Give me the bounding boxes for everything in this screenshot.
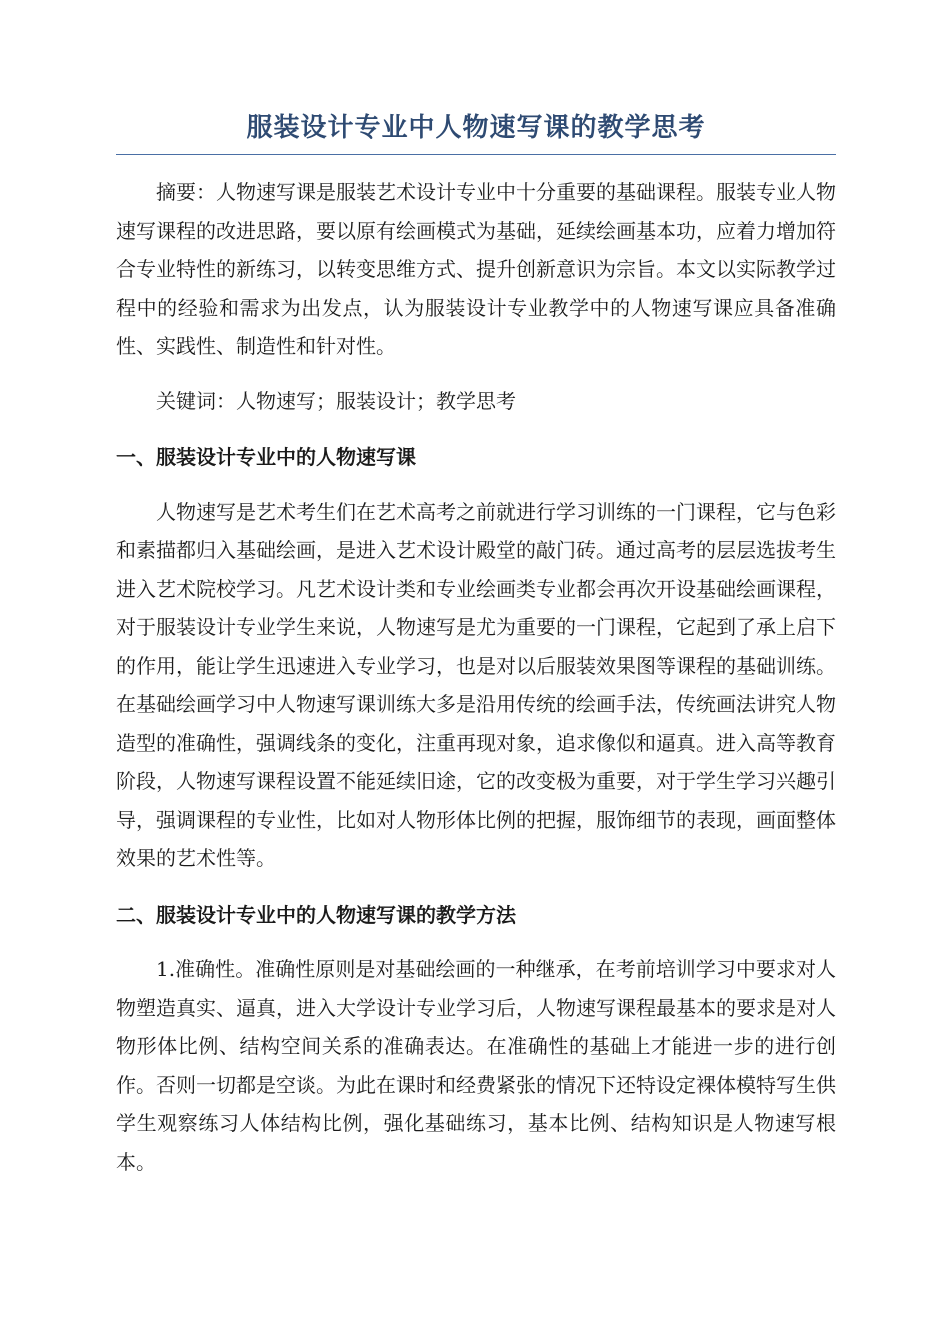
section-heading-2: 二、服装设计专业中的人物速写课的教学方法 <box>116 902 516 927</box>
section-body-1: 人物速写是艺术考生们在艺术高考之前就进行学习训练的一门课程，它与色彩和素描都归入基础绘画，是进入艺术设计殿堂的敲门砖。通过高考的层层选拔考生进入艺术院校学习。凡艺术设计类和专业绘画类专业都会再次开设基础绘画课程，对于服装设计专业学生来说，人物速写是尤为重要的一门课程，它起到了承上启下的作用，能让学生迅速进入专业学习，也是对以后服装效果图等课程的基础训练。在基础绘画学习中人物速写课训练大多是沿用传统的绘画手法，传统画法讲究人物造型的准确性，强调线条的变化，注重再现对象，追求像似和逼真。进入高等教育阶段，人物速写课程设置不能延续旧途，它的改变极为重要，对于学生学习兴趣引导，强调课程的专业性，比如对人物形体比例的把握，服饰细节的表现，画面整体效果的艺术性等。 <box>116 499 836 870</box>
section-heading-1: 一、服装设计专业中的人物速写课 <box>116 445 416 469</box>
document-title: 服装设计专业中人物速写课的教学思考 <box>116 108 836 155</box>
keywords-line: 关键词：人物速写；服装设计；教学思考 <box>156 388 516 413</box>
abstract-paragraph: 摘要：人物速写课是服装艺术设计专业中十分重要的基础课程。服装专业人物速写课程的改进思路，要以原有绘画模式为基础，延续绘画基本功，应着力增加符合专业特性的新练习，以转变思维方式、提升创新意识为宗旨。本文以实际教学过程中的经验和需求为出发点，认为服装设计专业教学中的人物速写课应具备准确性、实践性、制造性和针对性。 <box>116 180 836 358</box>
document-page <box>116 108 836 1181</box>
section-body-2: 1.准确性。准确性原则是对基础绘画的一种继承，在考前培训学习中要求对人物塑造真实、逼真，进入大学设计专业学习后，人物速写课程最基本的要求是对人物形体比例、结构空间关系的准确表达。在准确性的基础上才能进一步的进行创作。否则一切都是空谈。为此在课时和经费紧张的情况下还特设定裸体模特写生供学生观察练习人体结构比例，强化基础练习，基本比例、结构知识是人物速写根本。 <box>116 957 836 1174</box>
